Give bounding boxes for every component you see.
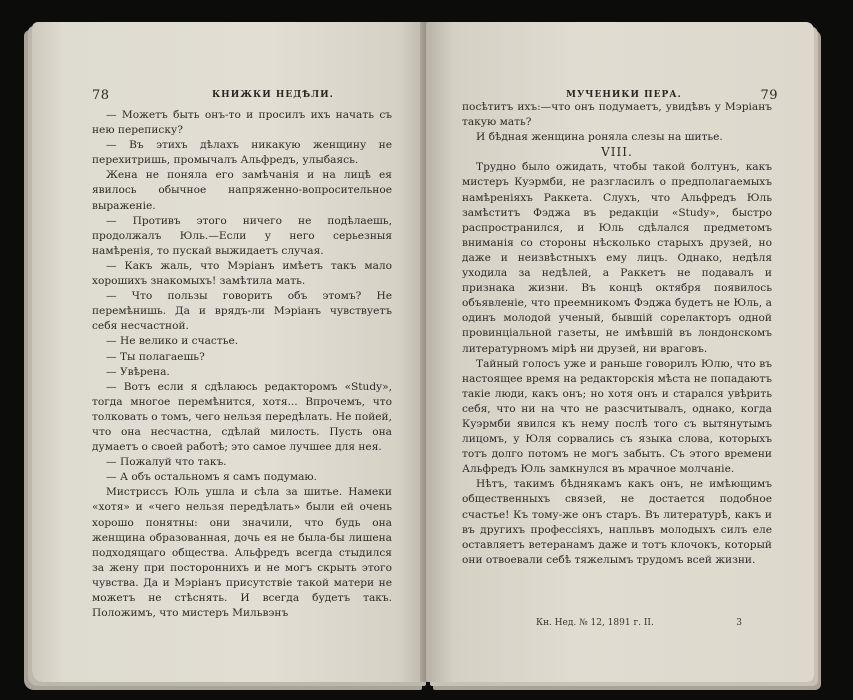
right-page bbox=[426, 22, 814, 682]
paragraph: — Въ этихъ дѣлахъ никакую женщину не перехитришь, промычалъ Альфредъ, улыбаясь. bbox=[92, 139, 392, 167]
page-number: 79 bbox=[760, 88, 778, 103]
left-page-body bbox=[92, 108, 392, 621]
left-page bbox=[32, 22, 430, 682]
paragraph: Трудно было ожидать, чтобы такой болтунъ, какъ мистеръ Куэрмби, не разгласилъ о предполагаемыхъ намѣреніяхъ Раккета. Слухъ, что Альфредъ Юль замѣститъ Фэджа въ редакціи «Study», быстро распространился, и Юль сдѣлался предметомъ вниманія со стороны нѣсколько старыхъ друзей, но даже и неизвѣстныхъ ему лицъ. Однако, недѣля уходила за недѣлей, а Раккетъ не подавалъ и признака жизни. Въ концѣ октября появилось объявленіе, что преемникомъ Фэджа будетъ не Юль, а одинъ молодой ученый, бывшій сорелакторъ одной провинціальной газеты, не имѣвшій въ лондонскомъ литературномъ мірѣ ни друзей, ни враговъ. bbox=[462, 161, 772, 355]
paragraph: — Ты полагаешь? bbox=[106, 350, 205, 363]
paragraph: посѣтитъ ихъ:—что онъ подумаетъ, увидѣвъ у Мэріанъ такую мать? bbox=[462, 101, 772, 129]
signature-text: Кн. Нед. № 12, 1891 г. II. bbox=[536, 618, 654, 628]
paragraph: — Можетъ быть онъ-то и просилъ ихъ начать съ нею переписку? bbox=[92, 109, 392, 137]
paragraph: — Не велико и счастье. bbox=[106, 335, 239, 348]
paragraph: Жена не поняла его замѣчанія и на лицѣ ея явилось обычное напряженно-вопросительное выраженіе. bbox=[92, 169, 392, 212]
paragraph: И бѣдная женщина роняла слезы на шитье. bbox=[476, 131, 723, 144]
paragraph: — Что пользы говорить объ этомъ? Не перемѣнишь. Да и врядъ-ли Мэріанъ чувствуетъ себя несчастной. bbox=[92, 290, 392, 333]
paragraph: Мистриссъ Юль ушла и сѣла за шитье. Намеки «хотя» и «чего нельзя передѣлать» были ей очень хорошо понятны: они значили, что будь она женщина образованная, дочь ея не была-бы лишена подходящаго общества. Альфредъ всегда стыдился за жену при постороннихъ и не могъ скрыть этого чувства. Да и Мэріанъ присутствіе такой матери не можетъ не стѣснять. И всегда будетъ такъ. Положимъ, что мистеръ Мильвэнъ bbox=[92, 486, 392, 620]
paragraph: — Какъ жаль, что Мэріанъ имѣетъ такъ мало хорошихъ знакомыхъ! замѣтила мать. bbox=[92, 259, 392, 288]
paragraph: — Увѣрена. bbox=[106, 365, 170, 378]
paragraph: — А объ остальномъ я самъ подумаю. bbox=[106, 471, 317, 484]
paragraph: Нѣтъ, такимъ бѣднякамъ какъ онъ, не имѣющимъ общественныхъ связей, не достается подобное счастье! Къ тому-же онъ старъ. Въ литературѣ, какъ и въ другихъ профессіяхъ, напльвъ молодыхъ силъ еле оставляетъ ветеранамъ даже и тотъ клочокъ, который они отвоевали себѣ тяжелымъ трудомъ всей жизни. bbox=[462, 478, 772, 566]
paragraph: — Пожалуй что такъ. bbox=[106, 456, 227, 469]
page-number: 78 bbox=[92, 88, 110, 103]
running-head: КНИЖКИ НЕДѢЛИ. bbox=[212, 90, 334, 100]
paragraph: — Противъ этого ничего не подѣлаешь, продолжалъ Юль.—Если у него серьезныя намѣренія, то пускай выжидаетъ случая. bbox=[92, 214, 392, 257]
right-page-body bbox=[462, 100, 772, 568]
running-head: МУЧЕНИКИ ПЕРА. bbox=[566, 90, 682, 100]
chapter-heading: VIII. bbox=[601, 145, 633, 160]
paragraph: Тайный голосъ уже и раньше говорилъ Юлю, что въ настоящее время на редакторскія мѣста не попадаютъ такіе люди, какъ онъ; но хотя онъ и старался увѣрить себя, что ни на что не разсчитывалъ, однако, когда Куэрмби явился къ нему послѣ того съ вытянутымъ лицомъ, у Юля сорвались съ языка слова, которыхъ тотъ долго потомъ не могъ забыть. Съ этого времени Альфредъ Юль замкнулся въ мрачное молчаніе. bbox=[462, 357, 772, 476]
paragraph: — Вотъ если я сдѣлаюсь редакторомъ «Study», тогда многое перемѣнится, хотя... Впрочемъ, что толковать о томъ, чего нельзя передѣлать. Не пойей, что она несчастна, сдѣлай милость. Пусть она думаетъ о своей работѣ; это самое лучшее для нея. bbox=[92, 380, 392, 454]
open-book bbox=[22, 22, 822, 682]
signature-number: 3 bbox=[736, 618, 742, 628]
